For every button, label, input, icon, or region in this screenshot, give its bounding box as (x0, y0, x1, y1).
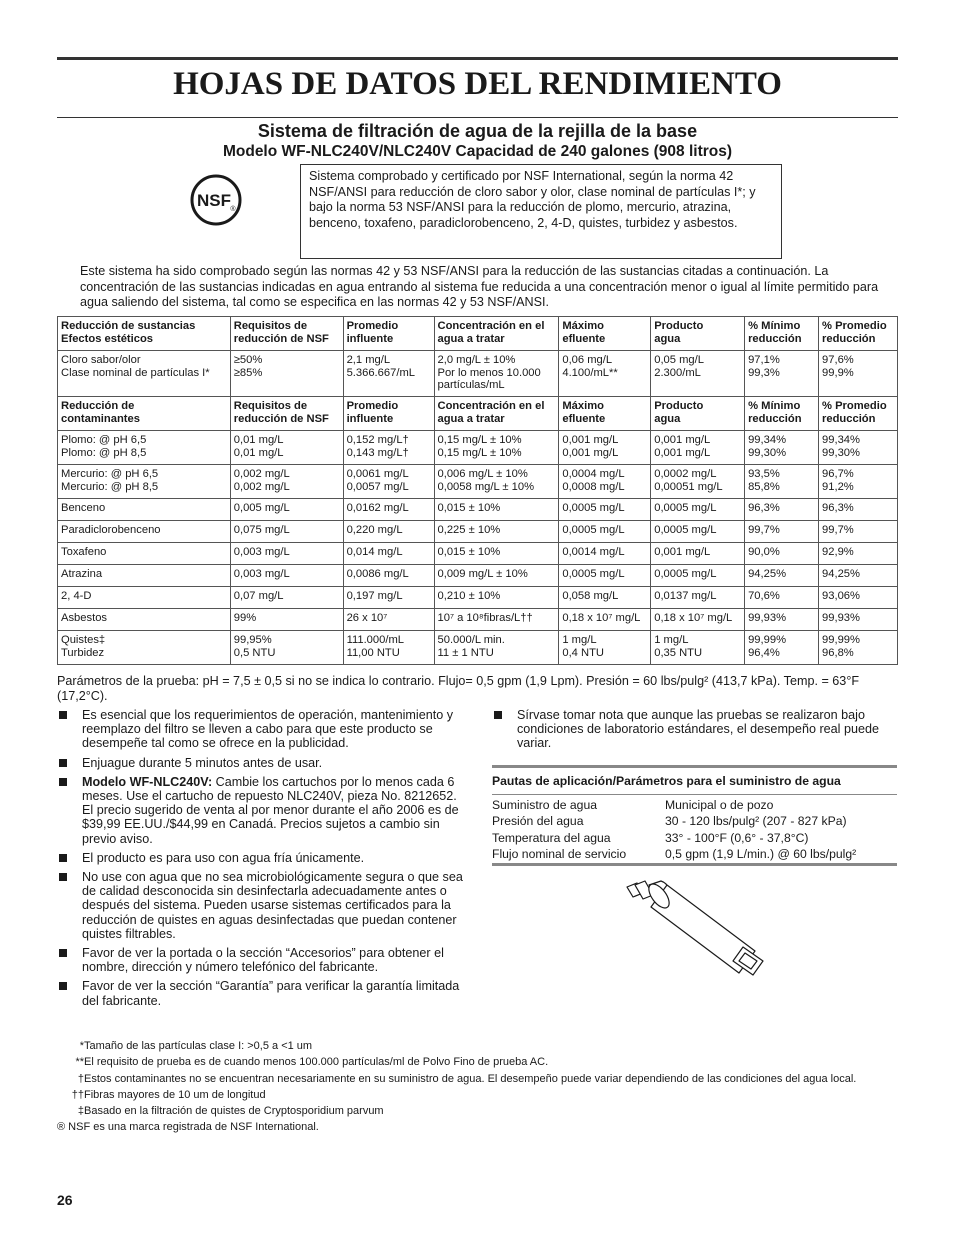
table-cell: 0,0005 mg/L (559, 565, 651, 587)
bullet-item (57, 775, 467, 846)
table-header-aesthetic (58, 317, 898, 351)
table-row (58, 499, 898, 521)
footnote (57, 1089, 898, 1102)
application-rule-bottom (492, 863, 897, 866)
footnote (57, 1056, 898, 1069)
table-cell: Asbestos (58, 609, 231, 631)
table-cell: 99,34% 99,30% (745, 431, 819, 465)
table-cell: 0,225 ± 10% (434, 521, 559, 543)
table-cell: % Promedio reducción (819, 317, 898, 351)
table-cell: 0,0014 mg/L (559, 543, 651, 565)
table-cell: 93,06% (819, 587, 898, 609)
table-row (58, 609, 898, 631)
table-cell: 0,220 mg/L (343, 521, 434, 543)
table-cell: 0,05 mg/L 2.300/mL (651, 351, 745, 397)
application-rule-mid (492, 794, 897, 795)
table-cell: Máximo efluente (559, 397, 651, 431)
performance-table (57, 316, 898, 665)
footnote-text: Tamaño de las partículas clase I: >0,5 a <1 um (84, 1040, 313, 1052)
title-rule (57, 117, 898, 118)
table-cell: 96,3% (745, 499, 819, 521)
table-cell: ≥50% ≥85% (230, 351, 343, 397)
table-cell: 0,0004 mg/L 0,0008 mg/L (559, 465, 651, 499)
table-cell: 0,058 mg/L (559, 587, 651, 609)
table-cell: Reducción de contaminantes (58, 397, 231, 431)
table-cell: 0,075 mg/L (230, 521, 343, 543)
footnote-mark: ** (75, 1056, 84, 1069)
square-bullet-icon (59, 711, 67, 719)
table-cell: Mercurio: @ pH 6,5 Mercurio: @ pH 8,5 (58, 465, 231, 499)
certification-box: Sistema comprobado y certificado por NSF International, según la norma 42 NSF/ANSI para reducción de cloro sabor y olor, clase nominal de partículas I*; y bajo la norma 53 NSF/ANSI para la reducción de plomo, mercurio, atrazina, benceno, toxafeno, paradiclorobenceno, 2, 4-D, quistes, turbidez y asbestos. (300, 164, 782, 259)
table-cell: 99,7% (745, 521, 819, 543)
bullet-text: Sírvase tomar nota que aunque las pruebas se realizaron bajo condiciones de laboratorio estándares, el desempeño real puede variar. (517, 708, 879, 751)
bullet-text: Enjuague durante 5 minutos antes de usar. (82, 755, 323, 770)
table-row (58, 631, 898, 665)
top-rule (57, 57, 898, 60)
table-cell: 94,25% (819, 565, 898, 587)
table-cell: Concentración en el agua a tratar (434, 397, 559, 431)
table-cell: 93,5% 85,8% (745, 465, 819, 499)
table-cell: 0,0061 mg/L 0,0057 mg/L (343, 465, 434, 499)
table-cell: 0,0005 mg/L (559, 499, 651, 521)
table-cell: % Mínimo reducción (745, 397, 819, 431)
square-bullet-icon (59, 759, 67, 767)
table-cell: Atrazina (58, 565, 231, 587)
table-cell: 99,7% (819, 521, 898, 543)
table-cell: Promedio influente (343, 397, 434, 431)
footnote-mark: † (77, 1072, 84, 1085)
bullet-item (57, 979, 467, 1007)
bullet-list-left (57, 708, 467, 1013)
table-cell: 0,152 mg/L† 0,143 mg/L† (343, 431, 434, 465)
table-row (58, 587, 898, 609)
table-cell: 99,93% (745, 609, 819, 631)
table-row (58, 521, 898, 543)
table-cell: 0,07 mg/L (230, 587, 343, 609)
table-cell: 2,0 mg/L ± 10% Por lo menos 10.000 partículas/mL (434, 351, 559, 397)
table-header-contaminant (58, 397, 898, 431)
bullet-text: Favor de ver la sección “Garantía” para verificar la garantía limitada del fabricante. (82, 979, 460, 1008)
footnote-text: Estos contaminantes no se encuentran necesariamente en su suministro de agua. El desempeño puede variar dependiendo de las condiciones del agua local. (84, 1072, 857, 1085)
table-cell: 0,06 mg/L 4.100/mL** (559, 351, 651, 397)
filter-cartridge-icon (615, 875, 775, 985)
footnote-text: Fibras mayores de 10 um de longitud (84, 1088, 266, 1101)
bullet-text: No use con agua que no sea microbiológicamente segura o que sea de calidad desconocida sin desinfectarla adecuadamente antes o después del sistema. Pueden usarse sistemas certificados para la reducción de quistes en aguas desinfectadas que puedan contener quistes filtrables. (82, 870, 463, 941)
table-cell: Paradiclorobenceno (58, 521, 231, 543)
table-cell: 0,009 mg/L ± 10% (434, 565, 559, 587)
table-cell: 0,0002 mg/L 0,00051 mg/L (651, 465, 745, 499)
registered-note: ® NSF es una marca registrada de NSF International. (57, 1121, 319, 1134)
table-cell: Concentración en el agua a tratar (434, 317, 559, 351)
table-cell: 0,0005 mg/L (651, 521, 745, 543)
table-cell: 0,15 mg/L ± 10% 0,15 mg/L ± 10% (434, 431, 559, 465)
table-cell: Cloro sabor/olor Clase nominal de partículas I* (58, 351, 231, 397)
application-value: 0,5 gpm (1,9 L/min.) @ 60 lbs/pulg² (665, 846, 857, 861)
table-cell: 0,197 mg/L (343, 587, 434, 609)
table-cell: 99,95% 0,5 NTU (230, 631, 343, 665)
table-cell: 2, 4-D (58, 587, 231, 609)
square-bullet-icon (494, 711, 502, 719)
table-cell: 0,014 mg/L (343, 543, 434, 565)
application-row (492, 830, 897, 846)
table-cell: 111.000/mL 11,00 NTU (343, 631, 434, 665)
table-row (58, 543, 898, 565)
table-cell: Máximo efluente (559, 317, 651, 351)
footnote (57, 1105, 898, 1118)
table-cell: 0,0137 mg/L (651, 587, 745, 609)
table-cell: 0,001 mg/L (651, 543, 745, 565)
nsf-logo-icon (190, 174, 242, 226)
application-value: Municipal o de pozo (665, 798, 774, 812)
test-parameters: Parámetros de la prueba: pH = 7,5 ± 0,5 si no se indica lo contrario. Flujo= 0,5 gpm (1,9 Lpm). Presión = 60 lbs/pulg² (413,7 kPa). Temp. = 63°F (17,2°C). (57, 674, 860, 704)
table-cell: 92,9% (819, 543, 898, 565)
table-cell: 96,7% 91,2% (819, 465, 898, 499)
application-row (492, 846, 897, 862)
bullet-list-right (492, 708, 902, 756)
application-value: 30 - 120 lbs/pulg² (207 - 827 kPa) (665, 814, 847, 829)
table-cell: 0,0162 mg/L (343, 499, 434, 521)
table-cell: Requisitos de reducción de NSF (230, 317, 343, 351)
table-cell: 97,1% 99,3% (745, 351, 819, 397)
application-key: Flujo nominal de servicio (492, 846, 627, 861)
square-bullet-icon (59, 778, 67, 786)
table-cell: 2,1 mg/L 5.366.667/mL (343, 351, 434, 397)
table-cell: Reducción de sustancias Efectos estéticos (58, 317, 231, 351)
table-cell: 99% (230, 609, 343, 631)
table-cell: 0,001 mg/L 0,001 mg/L (651, 431, 745, 465)
table-cell: 0,015 ± 10% (434, 499, 559, 521)
table-cell: 96,3% (819, 499, 898, 521)
bullet-text: Cambie los cartuchos por lo menos cada 6 meses. Use el cartucho de repuesto NLC240V, pieza No. 8212652. El precio sugerido de venta al por menor durante el año 2006 es de $39,99 EE.UU./$44,99 en Canadá. Precios sujetos a cambio sin previo aviso. (82, 774, 459, 846)
table-cell: Producto agua (651, 317, 745, 351)
bullet-text: Favor de ver la portada o la sección “Accesorios” para obtener el nombre, dirección y número telefónico del fabricante. (82, 946, 444, 975)
table-cell: 0,0005 mg/L (559, 521, 651, 543)
table-cell: 94,25% (745, 565, 819, 587)
table-cell: Plomo: @ pH 6,5 Plomo: @ pH 8,5 (58, 431, 231, 465)
footnote (57, 1073, 898, 1086)
table-cell: 1 mg/L 0,4 NTU (559, 631, 651, 665)
table-cell: 0,006 mg/L ± 10% 0,0058 mg/L ± 10% (434, 465, 559, 499)
table-cell: Requisitos de reducción de NSF (230, 397, 343, 431)
footnote-text: El requisito de prueba es de cuando menos 100.000 partículas/ml de Polvo Fino de prueba AC. (84, 1056, 549, 1069)
application-key: Suministro de agua (492, 798, 598, 812)
footnote-mark: ‡ (77, 1105, 84, 1118)
table-cell: Benceno (58, 499, 231, 521)
table-cell: 1 mg/L 0,35 NTU (651, 631, 745, 665)
square-bullet-icon (59, 854, 67, 862)
intro-paragraph: Este sistema ha sido comprobado según las normas 42 y 53 NSF/ANSI para la reducción de las sustancias citadas a continuación. La concentración de las sustancias indicadas en agua entrando al sistema fue reducida a una concentración menor o igual al límite permitido para agua saliendo del sistema, tal como se especifica en las normas 42 y 53 NSF/ANSI. (80, 264, 879, 310)
page-title: HOJAS DE DATOS DEL RENDIMIENTO (173, 66, 782, 102)
table-row (58, 565, 898, 587)
table-row (58, 465, 898, 499)
table-cell: Quistes‡ Turbidez (58, 631, 231, 665)
table-cell: 50.000/L min. 11 ± 1 NTU (434, 631, 559, 665)
square-bullet-icon (59, 873, 67, 881)
application-key: Presión del agua (492, 814, 584, 829)
table-cell: % Mínimo reducción (745, 317, 819, 351)
application-rule-top (492, 765, 897, 768)
system-subtitle: Sistema de filtración de agua de la rejilla de la base (257, 121, 698, 141)
table-cell: 0,210 ± 10% (434, 587, 559, 609)
table-cell: 99,93% (819, 609, 898, 631)
application-row (492, 797, 897, 813)
bullet-item (57, 756, 467, 770)
footnote (57, 1040, 898, 1053)
table-cell: 90,0% (745, 543, 819, 565)
application-table (492, 797, 897, 862)
square-bullet-icon (59, 982, 67, 990)
table-cell: Promedio influente (343, 317, 434, 351)
bullet-bold: Modelo WF-NLC240V: (82, 774, 213, 789)
table-cell: 0,0005 mg/L (651, 565, 745, 587)
table-cell: 0,003 mg/L (230, 565, 343, 587)
table-cell: Producto agua (651, 397, 745, 431)
bullet-item (57, 870, 467, 941)
page-number: 26 (57, 1192, 73, 1208)
table-cell: 97,6% 99,9% (819, 351, 898, 397)
table-cell: 0,18 x 10⁷ mg/L (559, 609, 651, 631)
table-cell: 0,0005 mg/L (651, 499, 745, 521)
nsf-logo-registered: ® (230, 206, 236, 213)
application-row (492, 813, 897, 829)
table-cell: 26 x 10⁷ (343, 609, 434, 631)
table-cell: 0,002 mg/L 0,002 mg/L (230, 465, 343, 499)
table-cell: 0,0086 mg/L (343, 565, 434, 587)
table-cell: 0,015 ± 10% (434, 543, 559, 565)
footnotes (57, 1040, 898, 1135)
application-value: 33° - 100°F (0,6° - 37,8°C) (665, 830, 809, 845)
table-row (58, 351, 898, 397)
table-cell: 0,003 mg/L (230, 543, 343, 565)
square-bullet-icon (59, 949, 67, 957)
bullet-text: El producto es para uso con agua fría únicamente. (82, 850, 365, 865)
table-cell: 10⁷ a 10⁸fibras/L†† (434, 609, 559, 631)
table-cell: 99,99% 96,8% (819, 631, 898, 665)
application-key: Temperatura del agua (492, 830, 611, 845)
table-cell: 99,34% 99,30% (819, 431, 898, 465)
bullet-text: Es esencial que los requerimientos de operación, mantenimiento y reemplazo del filtro se lleven a cabo para que este producto se desempeñe tal como se ofrece en la publicidad. (82, 708, 454, 751)
table-cell: Toxafeno (58, 543, 231, 565)
table-cell: 0,005 mg/L (230, 499, 343, 521)
table-cell: 99,99% 96,4% (745, 631, 819, 665)
bullet-item (492, 708, 902, 751)
footnote-mark: †† (71, 1088, 84, 1101)
footnote-mark: * (79, 1040, 84, 1052)
table-cell: % Promedio reducción (819, 397, 898, 431)
table-cell: 0,001 mg/L 0,001 mg/L (559, 431, 651, 465)
table-cell: 0,18 x 10⁷ mg/L (651, 609, 745, 631)
table-row (58, 431, 898, 465)
nsf-logo-text: NSF (197, 191, 231, 210)
bullet-item (57, 946, 467, 974)
footnote-text: Basado en la filtración de quistes de Cryptosporidium parvum (84, 1105, 384, 1118)
table-cell: 70,6% (745, 587, 819, 609)
bullet-item (57, 708, 467, 751)
table-cell: 0,01 mg/L 0,01 mg/L (230, 431, 343, 465)
bullet-item (57, 851, 467, 865)
model-line: Modelo WF-NLC240V/NLC240V Capacidad de 240 galones (908 litros) (222, 143, 733, 160)
application-title: Pautas de aplicación/Parámetros para el suministro de agua (492, 774, 841, 788)
